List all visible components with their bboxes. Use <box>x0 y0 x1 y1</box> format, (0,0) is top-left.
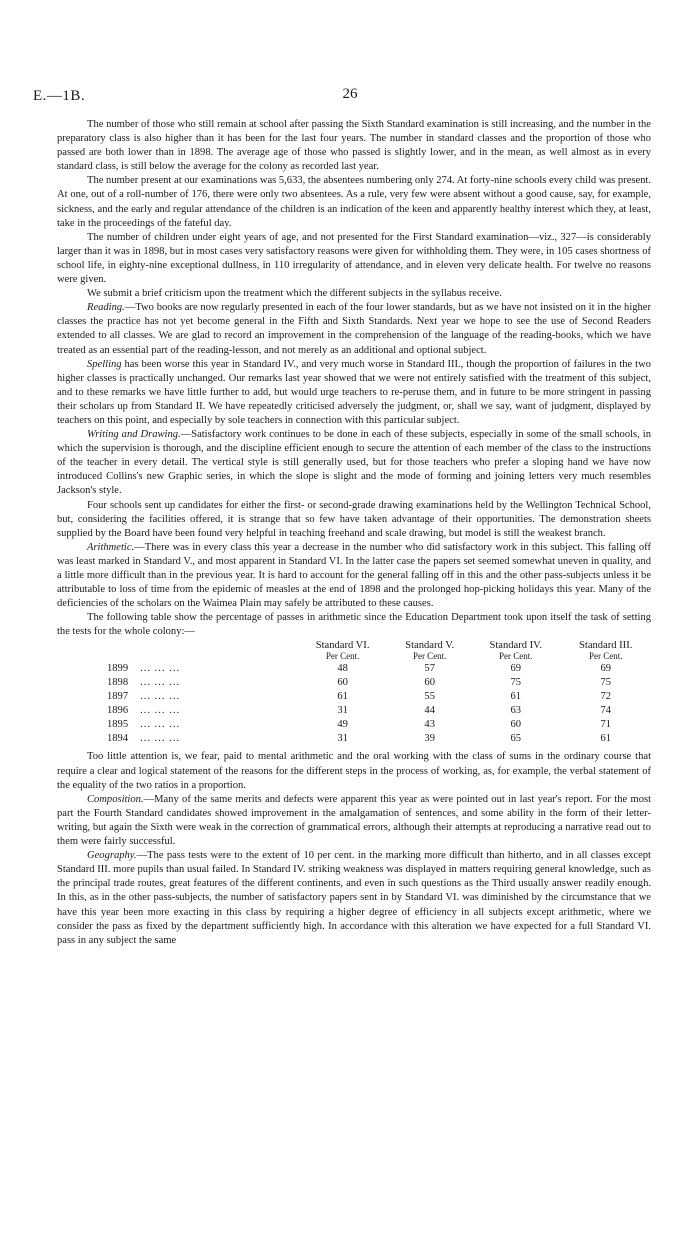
year-cell: 1899 ... ... ... <box>107 663 181 675</box>
paragraph <box>57 287 651 301</box>
paragraph-text: We submit a brief criticism upon the treatment which the different subjects in the syllabus receive. <box>87 288 502 300</box>
paragraph-text: —The pass tests were to the extent of 10 per cent. in the marking more difficult than hitherto, and in all classes except Standard III. more pupils than usual failed. In Standard IV. striking weakness was displayed in matters requiring general knowledge, such as the principal trade routes, great features of the different continents, and even in such questions as the Third usually answer readily enough. In this, as in the other pass-subjects, the number of satisfactory papers sent in by Standard VI. was diminished by the circumstance that we have this year been more exacting in this class by requiring a higher degree of efficiency in all subjects except arithmetic, where we consider the pass as fixed by the department sufficiently high. In accordance with this alteration we have expected for a full Standard VI. pass in any subject the same <box>57 850 651 946</box>
dot-leader: ... ... ... <box>140 677 181 689</box>
percentage-cell: 69 <box>510 663 522 675</box>
paragraph <box>57 174 651 230</box>
percentage-cell: 61 <box>337 691 348 703</box>
paragraphs-after-table <box>57 750 651 947</box>
paragraph-text: The number of children under eight years of age, and not presented for the First Standard examination—viz., 327—is considerably larger than it was in 1898, but in most cases very satisfactory reasons were given for withholding them. They were, in 105 cases shortness of school life, in eighty-nine exceptional dullness, in 110 irregularity of attendance, and in eleven very delicate health. For twelve no reasons were given. <box>57 231 651 286</box>
subject-heading: Spelling <box>87 358 122 370</box>
paragraph <box>57 231 651 287</box>
subject-heading: Geography. <box>87 850 137 862</box>
percentage-cell: 60 <box>510 719 522 731</box>
year-cell: 1894 ... ... ... <box>107 733 181 745</box>
percentage-cell: 31 <box>337 705 348 717</box>
column-header: Standard IV. Per Cent. <box>489 640 543 662</box>
percentage-cell: 31 <box>337 733 348 745</box>
paragraph <box>57 118 651 174</box>
percentage-cell: 75 <box>510 677 522 689</box>
percentage-cell: 61 <box>600 733 611 745</box>
percentage-cell: 57 <box>424 663 435 675</box>
subject-heading: Composition. <box>87 793 144 805</box>
paragraph-text: The following table show the percentage of passes in arithmetic since the Education Department took upon itself the task of setting the tests for the whole colony:— <box>57 612 651 638</box>
table-header-row <box>57 641 651 662</box>
table-row <box>57 718 651 732</box>
percentage-cell: 72 <box>600 691 611 703</box>
paragraph <box>57 750 651 792</box>
dot-leader: ... ... ... <box>140 733 181 745</box>
paragraph <box>57 849 651 948</box>
paragraph-text: —Satisfactory work continues to be done in each of these subjects, especially in some of the small schools, in which the supervision is thorough, and the discipline efficient enough to secure the attention of each member of the class to the instructions of the teacher in every detail. The vertical style is still generally used, but for those teachers who prefer a sloping hand we have now introduced Collins's new Graphic series, in which the slope is slight and the mode of forming and joining letters very much resembles Jackson's style. <box>57 429 651 497</box>
paragraph <box>57 358 651 428</box>
dot-leader: ... ... ... <box>140 691 181 703</box>
paragraph-text: —There was in every class this year a decrease in the number who did satisfactory work in this subject. This falling off was least marked in Standard V., and most apparent in Standard VI. In the latter case the papers set seemed somewhat uneven in quality, and a little more difficult than in the previous year. It is hard to account for the general falling off in this and the other pass-subjects unless it be attributable to loss of time from the epidemic of measles at the end of 1898 and the prolonged hop-picking holidays this year. Many of the deficiencies of the scholars on the Waimea Plain may safely be attributed to these causes. <box>57 541 651 610</box>
percentage-cell: 69 <box>600 663 611 675</box>
percentage-cell: 61 <box>510 691 522 703</box>
subject-heading: Arithmetic. <box>87 541 135 553</box>
subject-heading: Writing and Drawing. <box>87 429 181 441</box>
paragraph <box>57 301 651 357</box>
percentage-cell: 60 <box>337 677 348 689</box>
percentage-cell: 75 <box>600 677 611 689</box>
paragraph <box>57 611 651 639</box>
table-row <box>57 662 651 676</box>
percentage-cell: 71 <box>600 719 611 731</box>
paragraph-text: Four schools sent up candidates for either the first- or second-grade drawing examinations held by the Wellington Technical School, but, considering the facilities offered, it is strange that so few have taken advantage of their opportunities. The demonstration sheets supplied by the Board have been found very helpful in teaching freehand and scale drawing, but model is still the weakest branch. <box>57 499 651 539</box>
subject-heading: Reading. <box>87 302 125 314</box>
table-row <box>57 732 651 746</box>
paragraph <box>57 428 651 498</box>
table-row <box>57 704 651 718</box>
paragraph-text: —Two books are now regularly presented in each of the four lower standards, but as we have not insisted on it in the higher classes the practice has not yet become general in the Fifth and Sixth Standards. Next year we hope to see the use of Second Readers extended to all classes. We are glad to record an improvement in the comprehension of the language of the reading-books, which we have treated as an essential part of the reading-lesson, and not merely as an additional and optional subject. <box>57 302 651 356</box>
dot-leader: ... ... ... <box>140 705 181 717</box>
dot-leader: ... ... ... <box>140 719 181 731</box>
paragraph-text: Too little attention is, we fear, paid to mental arithmetic and the oral working with the class of sums in the ordinary course that require a clear and logical statement of the reasons for the different steps in the process of working, as, for example, the verbal statement of the equality of the two ratios in a proportion. <box>57 751 651 791</box>
page-number: 26 <box>342 86 358 102</box>
column-header: Standard V. Per Cent. <box>405 640 455 662</box>
paragraph <box>57 541 651 611</box>
percentage-cell: 74 <box>600 705 611 717</box>
percentage-cell: 65 <box>510 733 522 745</box>
dot-leader: ... ... ... <box>140 663 181 675</box>
column-header: Standard III. Per Cent. <box>579 640 633 662</box>
paragraph <box>57 793 651 849</box>
paragraph-text: The number of those who still remain at school after passing the Sixth Standard examination is still increasing, and the number in the preparatory class is also higher than it has been for the last four years. The number in standard classes and the proportion of those who passed are both lower than in 1898. The average age of those who passed is slightly lower, and in the mean, as well almost as in every standard class, is still below the average for the colony as recorded last year. <box>57 119 651 173</box>
year-cell: 1896 ... ... ... <box>107 705 181 717</box>
column-header: Standard VI. Per Cent. <box>315 640 370 662</box>
year-cell: 1897 ... ... ... <box>107 691 181 703</box>
table-row <box>57 676 651 690</box>
body-text <box>57 118 651 948</box>
paragraph-text: The number present at our examinations was 5,633, the absentees numbering only 274. At forty-nine schools every child was present. At one, out of a roll-number of 176, there were only two absentees. As a rule, very few were absent without a good cause, say, for example, sickness, and the early and regular attendance of the children is an indication of the keen and apparently healthy interest which they, at least, take in the proceedings of the fateful day. <box>57 175 651 229</box>
percentage-cell: 44 <box>424 705 435 717</box>
percentage-cell: 43 <box>424 719 435 731</box>
paragraph-text: —Many of the same merits and defects were apparent this year as were pointed out in last year's report. For the most part the Fourth Standard candidates showed improvement in the amalgamation of sentences, and some ability in the form of their letter-writing, but again the Sixth were weak in the correction of grammatical errors, although their attempts at reproducing a narrative read out to them were fairly successful. <box>57 793 651 848</box>
paragraph-text: has been worse this year in Standard IV., and very much worse in Standard III., though the proportion of failures in the two higher classes is practically unchanged. Our remarks last year showed that we were not entirely satisfied with the treatment of this subject, and to these remarks we have little further to add, but would urge teachers to re-peruse them, and in future to be more stringent in passing their scholars up from Standard II. We have repeatedly criticised adversely the judgment, or, shall we say, want of judgment, displayed by teachers on this point, and especially by sole teachers in connection with this particular subject. <box>57 358 651 426</box>
table-row <box>57 690 651 704</box>
year-cell: 1895 ... ... ... <box>107 719 181 731</box>
percentage-cell: 63 <box>510 705 522 717</box>
paragraphs-before-table <box>57 118 651 639</box>
year-cell: 1898 ... ... ... <box>107 677 181 689</box>
percentage-cell: 49 <box>337 719 348 731</box>
percentage-cell: 48 <box>337 663 348 675</box>
series-reference: E.—1B. <box>33 88 86 104</box>
percentage-cell: 39 <box>424 733 435 745</box>
table-corner <box>57 641 297 662</box>
paragraph <box>57 499 651 541</box>
percentage-cell: 60 <box>424 677 435 689</box>
arithmetic-passes-table <box>57 641 651 746</box>
percentage-cell: 55 <box>424 691 435 703</box>
